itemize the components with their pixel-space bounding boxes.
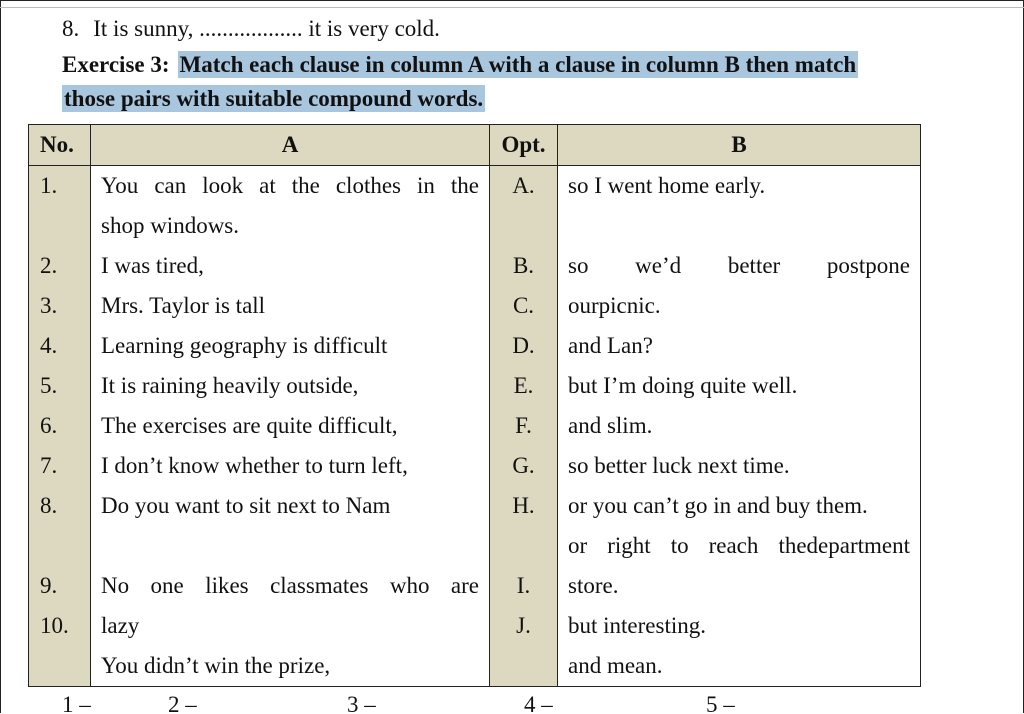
cell-b-text: or right to reach thedepartment xyxy=(568,533,910,558)
cell-no: 3. xyxy=(29,286,91,326)
header-b: B xyxy=(558,125,921,166)
table-row xyxy=(29,406,921,446)
cell-no xyxy=(29,526,91,566)
exercise-instruction-line2: those pairs with suitable compound words. xyxy=(64,86,484,111)
exercise-heading xyxy=(62,52,996,78)
header-a: A xyxy=(91,125,490,166)
cell-b: but I’m doing quite well. xyxy=(558,366,921,406)
cell-opt: A. xyxy=(490,166,558,207)
cell-b: ourpicnic. xyxy=(558,286,921,326)
cell-opt xyxy=(490,206,558,246)
answer-line xyxy=(0,692,1024,714)
cell-opt xyxy=(490,526,558,566)
cell-opt xyxy=(490,646,558,687)
cell-a xyxy=(91,566,490,606)
cell-b xyxy=(558,206,921,246)
cell-no: 9. xyxy=(29,566,91,606)
answer-blank-1[interactable]: 1 – xyxy=(62,692,91,714)
matching-table xyxy=(28,124,921,687)
cell-b-text: so we’d better postpone xyxy=(568,253,910,278)
cell-a: Mrs. Taylor is tall xyxy=(91,286,490,326)
cell-opt: D. xyxy=(490,326,558,366)
exercise-instruction-line1: Match each clause in column A with a clause in column B then match xyxy=(179,52,857,77)
table-row xyxy=(29,246,921,286)
table-row xyxy=(29,646,921,687)
header-opt: Opt. xyxy=(490,125,558,166)
cell-no: 4. xyxy=(29,326,91,366)
answer-blank-5[interactable]: 5 – xyxy=(706,692,735,714)
cell-no: 8. xyxy=(29,486,91,526)
cell-b: but interesting. xyxy=(558,606,921,646)
cell-no: 10. xyxy=(29,606,91,646)
top-rule xyxy=(0,7,1024,8)
cell-a: You didn’t win the prize, xyxy=(91,646,490,687)
cell-opt: J. xyxy=(490,606,558,646)
table-row xyxy=(29,326,921,366)
cell-a: The exercises are quite difficult, xyxy=(91,406,490,446)
answer-blank-4[interactable]: 4 – xyxy=(524,692,553,714)
table-row xyxy=(29,526,921,566)
cell-opt: B. xyxy=(490,246,558,286)
cell-a: shop windows. xyxy=(91,206,490,246)
cell-a: I was tired, xyxy=(91,246,490,286)
cell-b: so I went home early. xyxy=(558,166,921,207)
exercise-instruction-continued xyxy=(62,86,485,112)
table-header-row xyxy=(29,125,921,166)
cell-b: store. xyxy=(558,566,921,606)
cell-no xyxy=(29,646,91,687)
cell-a: It is raining heavily outside, xyxy=(91,366,490,406)
table-row xyxy=(29,166,921,207)
cell-opt: I. xyxy=(490,566,558,606)
table-row xyxy=(29,486,921,526)
cell-b: so better luck next time. xyxy=(558,446,921,486)
cell-b: and slim. xyxy=(558,406,921,446)
cell-no xyxy=(29,206,91,246)
cell-opt: G. xyxy=(490,446,558,486)
cell-a: Learning geography is difficult xyxy=(91,326,490,366)
cell-a-text: You can look at the clothes in the xyxy=(101,173,479,198)
cell-b: and Lan? xyxy=(558,326,921,366)
table-row xyxy=(29,566,921,606)
cell-no: 1. xyxy=(29,166,91,207)
cell-b xyxy=(558,526,921,566)
cell-a: I don’t know whether to turn left, xyxy=(91,446,490,486)
cell-no: 6. xyxy=(29,406,91,446)
cell-a-text: No one likes classmates who are xyxy=(101,573,479,598)
cell-opt: H. xyxy=(490,486,558,526)
cell-opt: F. xyxy=(490,406,558,446)
exercise-label: Exercise 3: xyxy=(62,52,170,77)
cell-a xyxy=(91,166,490,207)
cell-no: 5. xyxy=(29,366,91,406)
table-row xyxy=(29,366,921,406)
cell-b xyxy=(558,246,921,286)
table-row xyxy=(29,606,921,646)
table-row xyxy=(29,446,921,486)
header-no: No. xyxy=(29,125,91,166)
question-8 xyxy=(62,16,440,42)
cell-a: lazy xyxy=(91,606,490,646)
cell-b: or you can’t go in and buy them. xyxy=(558,486,921,526)
cell-a xyxy=(91,526,490,566)
table-row xyxy=(29,206,921,246)
cell-no: 2. xyxy=(29,246,91,286)
answer-blank-2[interactable]: 2 – xyxy=(168,692,197,714)
cell-no: 7. xyxy=(29,446,91,486)
question-8-number: 8. xyxy=(62,16,80,41)
cell-opt: E. xyxy=(490,366,558,406)
question-8-text: It is sunny, .................. it is very cold. xyxy=(93,16,440,41)
table-row xyxy=(29,286,921,326)
answer-blank-3[interactable]: 3 – xyxy=(347,692,376,714)
cell-b: and mean. xyxy=(558,646,921,687)
cell-a: Do you want to sit next to Nam xyxy=(91,486,490,526)
cell-opt: C. xyxy=(490,286,558,326)
